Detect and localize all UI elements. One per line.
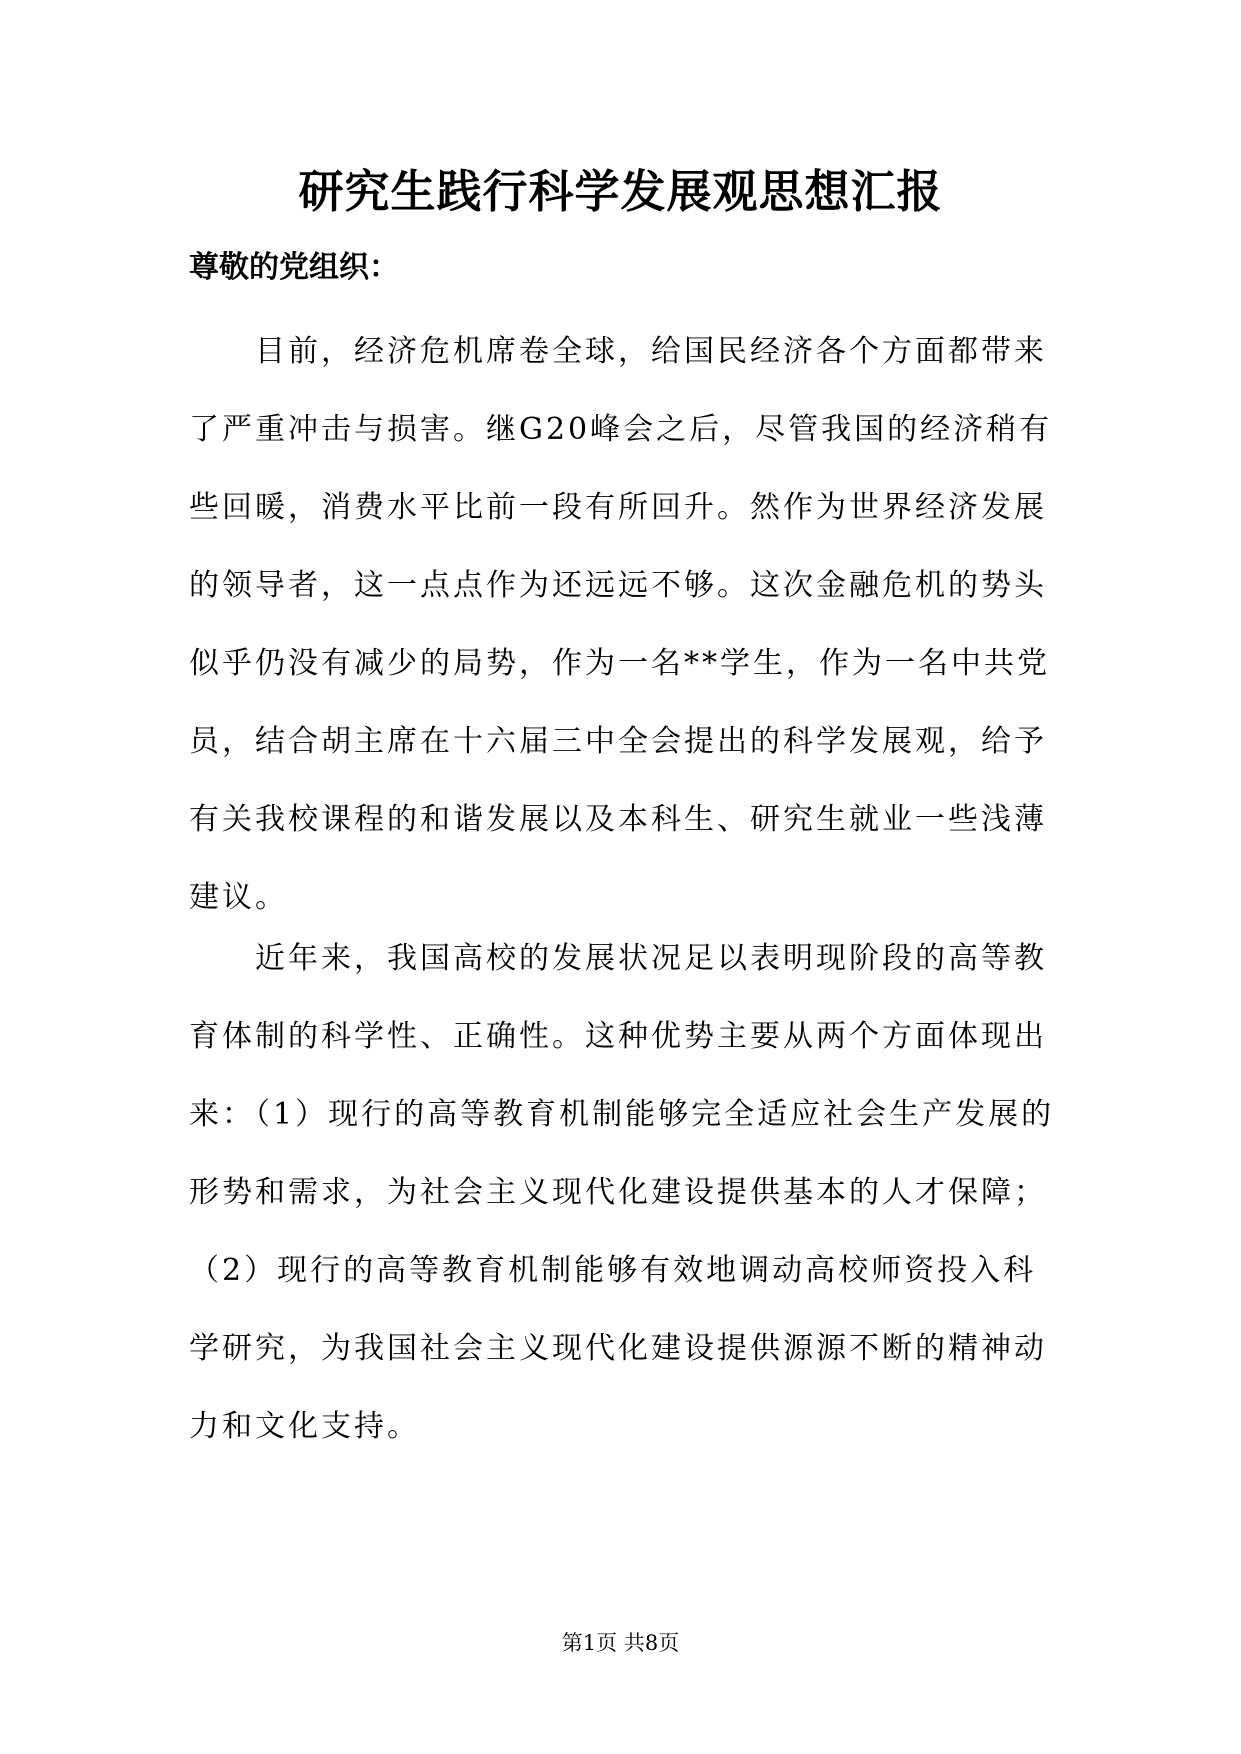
paragraph-line: 有关我校课程的和谐发展以及本科生、研究生就业一些浅薄 [189, 802, 1047, 837]
page-footer: 第1页 共8页 [561, 1631, 680, 1655]
paragraph-line: 形势和需求，为社会主义现代化建设提供基本的人才保障； [189, 1175, 1047, 1210]
paragraph-line: 似乎仍没有减少的局势，作为一名**学生，作为一名中共党 [189, 646, 1050, 681]
paragraph-line: （2）现行的高等教育机制能够有效地调动高校师资投入科 [189, 1253, 1037, 1288]
paragraph-line: 学研究，为我国社会主义现代化建设提供源源不断的精神动 [189, 1331, 1047, 1366]
paragraph-line: 力和文化支持。 [189, 1409, 420, 1444]
paragraph-line: 育体制的科学性、正确性。这种优势主要从两个方面体现出 [189, 1019, 1047, 1054]
paragraph-line: 建议。 [189, 880, 288, 915]
document-title: 研究生践行科学发展观思想汇报 [298, 165, 943, 218]
paragraph-line: 目前，经济危机席卷全球，给国民经济各个方面都带来 [255, 334, 1047, 369]
paragraph-line: 的领导者，这一点点作为还远远不够。这次金融危机的势头 [189, 568, 1047, 603]
paragraph-line: 些回暖，消费水平比前一段有所回升。然作为世界经济发展 [189, 490, 1047, 525]
paragraph-1 [189, 313, 1051, 937]
salutation: 尊敬的党组织： [189, 250, 399, 285]
paragraph-line: 近年来，我国高校的发展状况足以表明现阶段的高等教 [255, 941, 1047, 976]
paragraph-2 [189, 920, 1055, 1466]
paragraph-line: 了严重冲击与损害。继G20峰会之后，尽管我国的经济稍有 [189, 412, 1053, 447]
paragraph-line: 来：（1）现行的高等教育机制能够完全适应社会生产发展的 [189, 1097, 1055, 1132]
paragraph-line: 员，结合胡主席在十六届三中全会提出的科学发展观，给予 [189, 724, 1047, 759]
